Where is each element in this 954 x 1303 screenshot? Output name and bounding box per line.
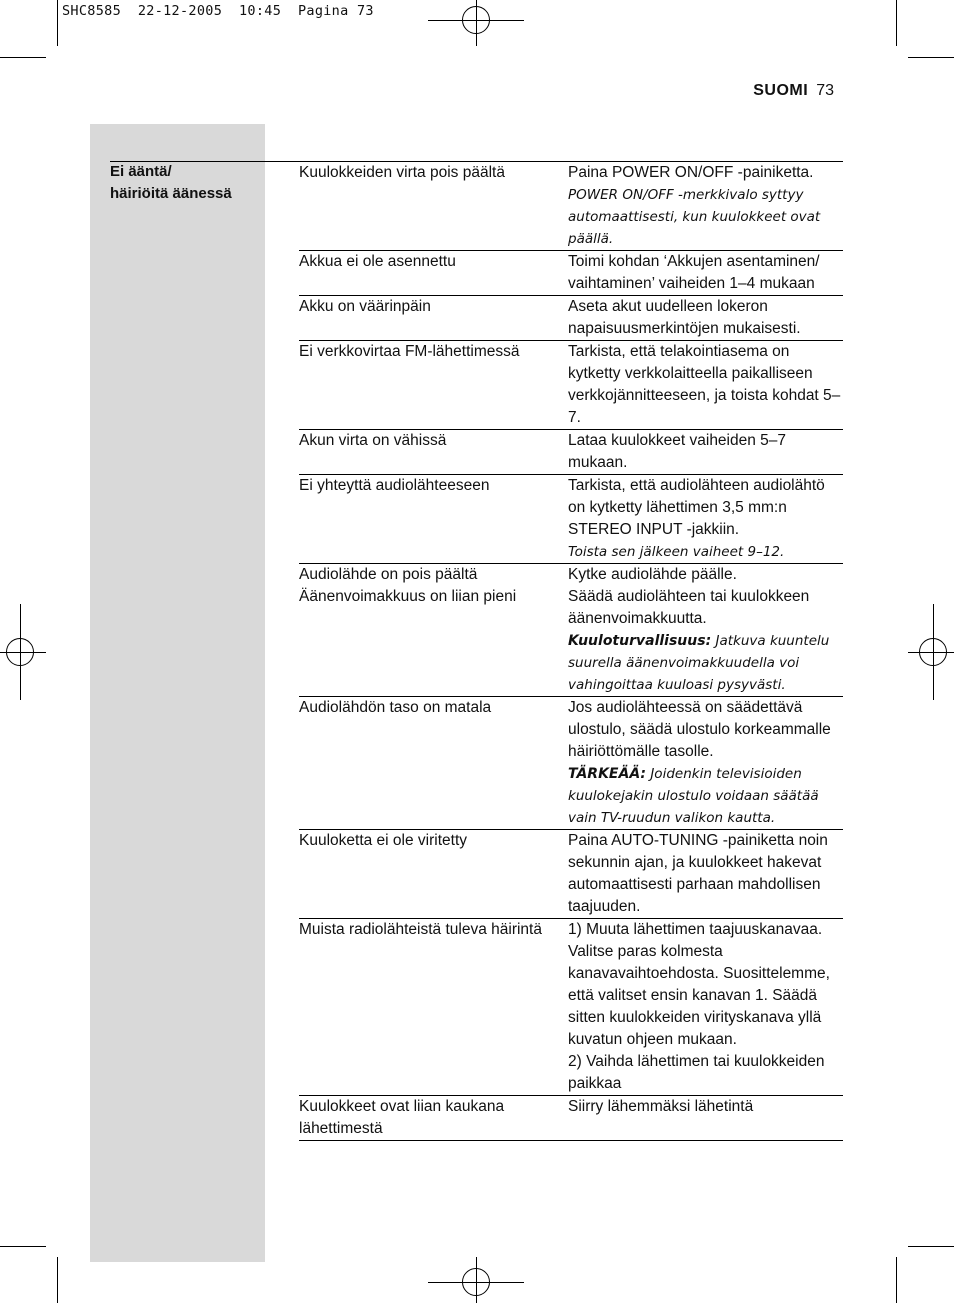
print-slug: SHC8585 22-12-2005 10:45 Pagina 73 [62,3,374,19]
remedy-cell: Siirry lähemmäksi lähetintä [568,1098,754,1115]
table-row [299,296,843,341]
crop-mark [0,1246,46,1247]
table-row [299,162,843,251]
problem-cell: Muista radiolähteistä tuleva häirintä [299,921,542,938]
crop-mark [908,57,954,58]
important-text: Joidenkin televisioiden kuulokejakin ulostulo voidaan säätää vain TV-ruudun valikon kautta. [568,766,819,826]
remedy-note: POWER ON/OFF -merkkivalo syttyy automaattisesti, kun kuulokkeet ovat päällä. [568,187,821,247]
crop-mark [896,1257,897,1303]
table-row [299,1096,843,1141]
problem-cell: Audiolähdön taso on matala [299,699,492,716]
problem-cell: Kuulokkeet ovat liian kaukana lähettimestä [299,1098,505,1137]
crop-mark [57,0,58,46]
important-label: TÄRKEÄÄ: [568,766,647,782]
remedy-cell: Paina AUTO-TUNING -painiketta noin sekunnin ajan, ja kuulokkeet hakevat automaattisesti parhaan mahdollisen taajuuden. [568,832,828,915]
remedy-note: Toista sen jälkeen vaiheet 9–12. [568,544,785,560]
sidebar-band [90,124,265,1262]
table-row [299,341,843,430]
crop-mark [896,0,897,46]
remedy-cell: Aseta akut uudelleen lokeron napaisuusmerkintöjen mukaisesti. [568,298,801,337]
remedy-cell: Tarkista, että telakointiasema on kytketty verkkolaitteella paikalliseen verkkojännitteeseen, ja toista kohdat 5–7. [568,343,841,426]
table-row [299,919,843,1096]
crop-mark [908,1246,954,1247]
crop-mark [57,1257,58,1303]
problem-cell: Ei yhteyttä audiolähteeseen [299,477,490,494]
remedy-cell: Paina POWER ON/OFF -painiketta. POWER ON/OFF -merkkivalo syttyy automaattisesti, kun kuulokkeet ovat päällä. [568,162,843,251]
table-row [299,251,843,296]
remedy-cell: Jos audiolähteessä on säädettävä ulostulo, säädä ulostulo korkeammalle häiriöttömälle tasolle. TÄRKEÄÄ: Joidenkin televisioiden kuulokejakin ulostulo voidaan säätää vain TV-ruudun valikon kautta. [568,699,831,826]
problem-cell: Akkua ei ole asennettu [299,253,456,270]
safety-warning-label: Kuuloturvallisuus: [568,633,712,649]
problem-cell: Kuulokkeiden virta pois päältä [299,164,505,181]
language-label: SUOMI [753,82,809,99]
troubleshooting-table [299,161,843,1141]
problem-cell: Ei verkkovirtaa FM-lähettimessä [299,343,520,360]
table-row [299,430,843,475]
problem-cell: Audiolähde on pois päältä [299,566,478,583]
safety-warning-text: Jatkuva kuuntelu suurella äänenvoimakkuudella voi vahingoittaa kuuloasi pysyvästi. [568,633,830,693]
table-row [299,564,843,587]
table-row [299,475,843,564]
remedy-cell: Toimi kohdan ‘Akkujen asentaminen/ vaihtaminen’ vaiheiden 1–4 mukaan [568,253,820,292]
page-header [753,82,834,100]
remedy-cell: 1) Muuta lähettimen taajuuskanavaa. Valitse paras kolmesta kanavavaihtoehdosta. Suosittelemme, että valitset ensin kanavan 1. Säädä sitten kuulokkeiden virityskanava yllä kuvatun ohjeen mukaan. 2) Vaihda lähettimen tai kuulokkeiden paikkaa [568,921,830,1092]
problem-cell: Akun virta on vähissä [299,432,447,449]
crop-mark [0,57,46,58]
table-row [299,586,843,697]
remedy-cell: Säädä audiolähteen tai kuulokkeen äänenvoimakkuutta. Kuuloturvallisuus: Jatkuva kuuntelu suurella äänenvoimakkuudella voi vahingoittaa kuuloasi pysyvästi. [568,588,830,693]
page-number: 73 [816,82,834,99]
remedy-cell: Tarkista, että audiolähteen audiolähtö on kytketty lähettimen 3,5 mm:n STEREO INPUT -jakkiin. Toista sen jälkeen vaiheet 9–12. [568,475,843,564]
problem-cell: Kuuloketta ei ole viritetty [299,832,468,849]
table-row [299,830,843,919]
problem-cell: Akku on väärinpäin [299,298,431,315]
table-row [299,697,843,830]
section-title: Ei ääntä/ häiriöitä äänessä [110,163,232,202]
remedy-cell: Kytke audiolähde päälle. [568,566,737,583]
remedy-cell: Lataa kuulokkeet vaiheiden 5–7 mukaan. [568,432,787,471]
problem-cell: Äänenvoimakkuus on liian pieni [299,588,517,605]
